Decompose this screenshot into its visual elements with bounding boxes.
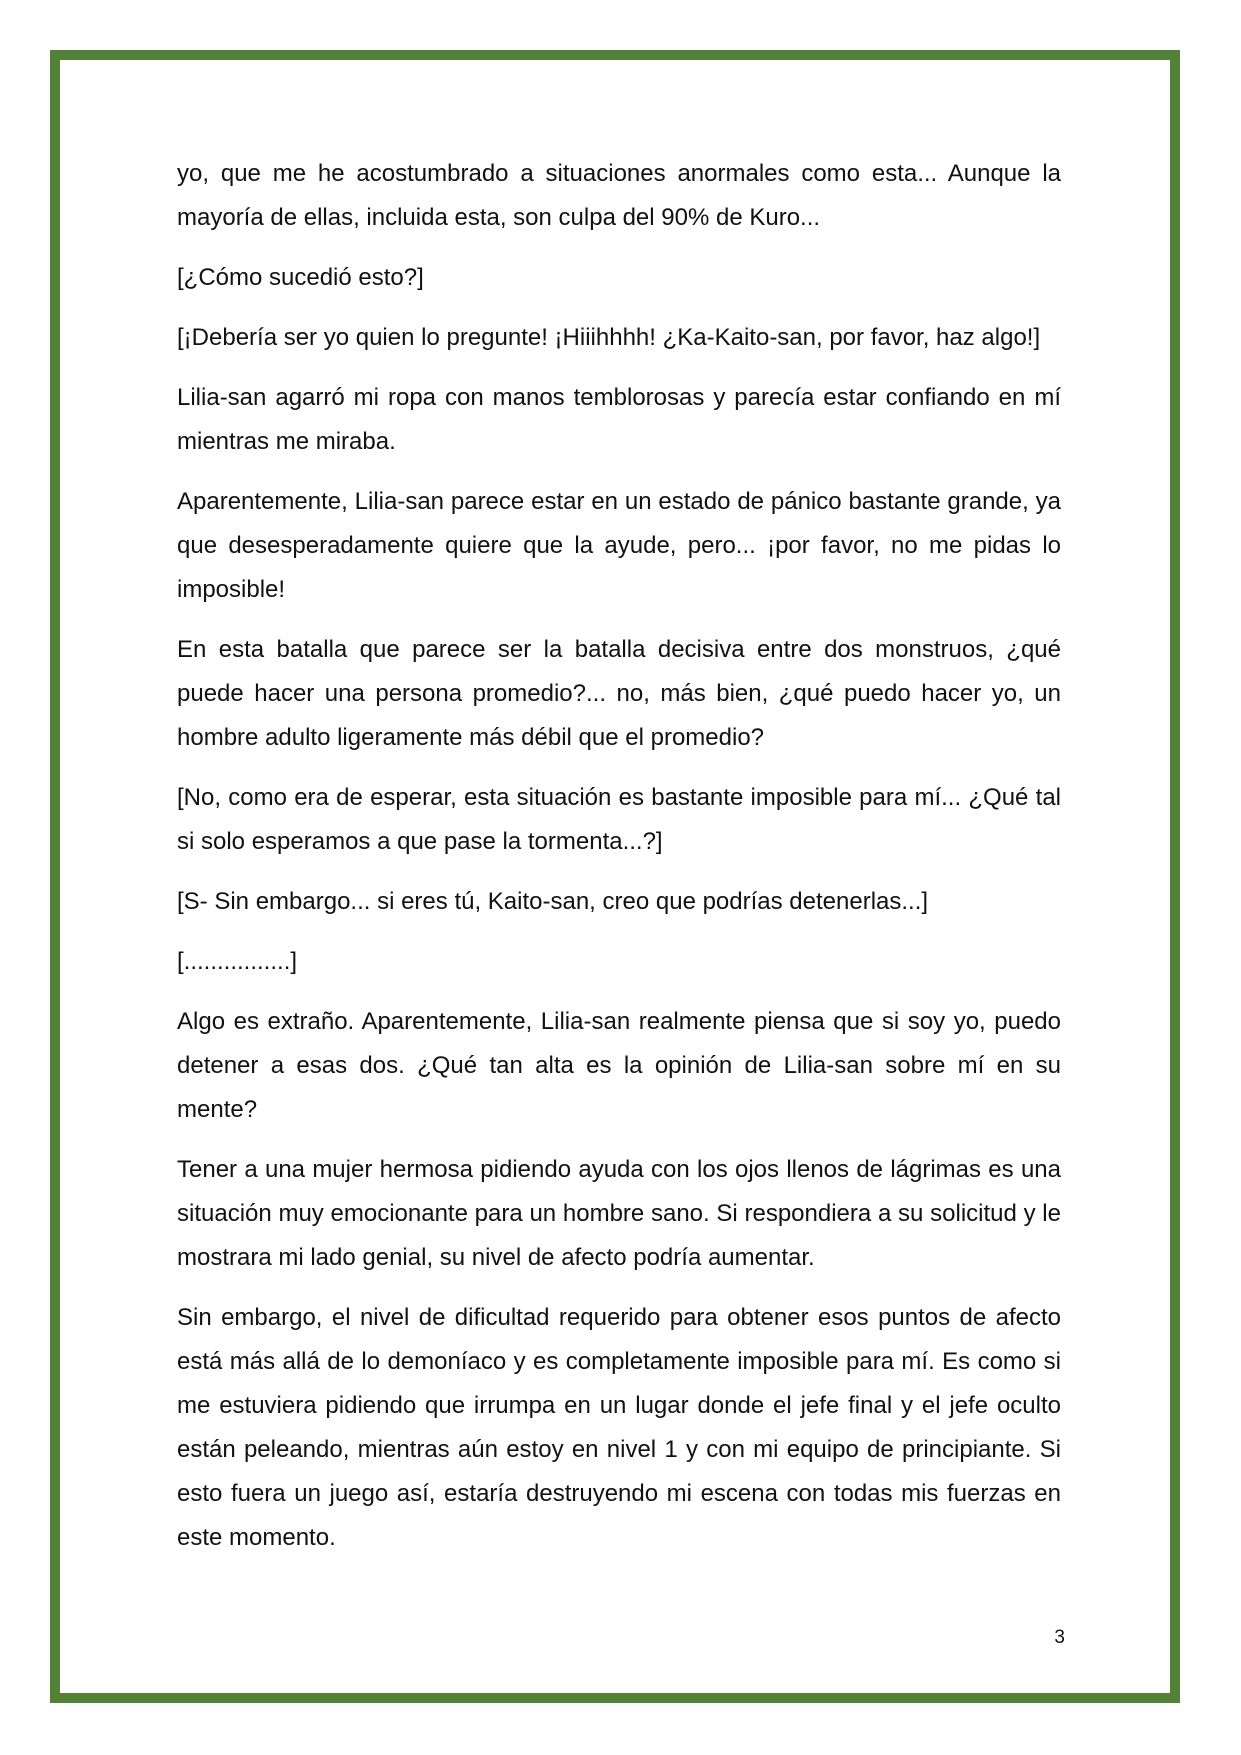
paragraph: yo, que me he acostumbrado a situaciones anormales como esta... Aunque la mayoría de ellas, incluida esta, son culpa del 90% de Kuro...: [177, 160, 1061, 231]
page-number: 3: [1054, 1627, 1065, 1648]
paragraph: En esta batalla que parece ser la batalla decisiva entre dos monstruos, ¿qué puede hacer una persona promedio?... no, más bien, ¿qué puedo hacer yo, un hombre adulto ligeramente más débil que el promedio?: [177, 636, 1061, 751]
paragraph: Sin embargo, el nivel de dificultad requerido para obtener esos puntos de afecto está más allá de lo demoníaco y es completamente imposible para mí. Es como si me estuviera pidiendo que irrumpa en un lugar donde el jefe final y el jefe oculto están peleando, mientras aún estoy en nivel 1 y con mi equipo de principiante. Si esto fuera un juego así, estaría destruyendo mi escena con todas mis fuerzas en este momento.: [177, 1304, 1061, 1551]
paragraph: Algo es extraño. Aparentemente, Lilia-san realmente piensa que si soy yo, puedo detener a esas dos. ¿Qué tan alta es la opinión de Lilia-san sobre mí en su mente?: [177, 1008, 1061, 1123]
paragraph: Aparentemente, Lilia-san parece estar en un estado de pánico bastante grande, ya que desesperadamente quiere que la ayude, pero... ¡por favor, no me pidas lo imposible!: [177, 488, 1061, 603]
paragraph: Tener a una mujer hermosa pidiendo ayuda con los ojos llenos de lágrimas es una situación muy emocionante para un hombre sano. Si respondiera a su solicitud y le mostrara mi lado genial, su nivel de afecto podría aumentar.: [177, 1156, 1061, 1271]
document-body: [177, 152, 1061, 1576]
paragraph: Lilia-san agarró mi ropa con manos temblorosas y parecía estar confiando en mí mientras me miraba.: [177, 384, 1061, 455]
paragraph: [S- Sin embargo... si eres tú, Kaito-san, creo que podrías detenerlas...]: [177, 888, 929, 915]
paragraph: [................]: [177, 948, 298, 975]
paragraph: [¡Debería ser yo quien lo pregunte! ¡Hiiihhhh! ¿Ka-Kaito-san, por favor, haz algo!]: [177, 324, 1041, 351]
paragraph: [¿Cómo sucedió esto?]: [177, 264, 424, 291]
paragraph: [No, como era de esperar, esta situación es bastante imposible para mí... ¿Qué tal si solo esperamos a que pase la tormenta...?]: [177, 784, 1061, 855]
